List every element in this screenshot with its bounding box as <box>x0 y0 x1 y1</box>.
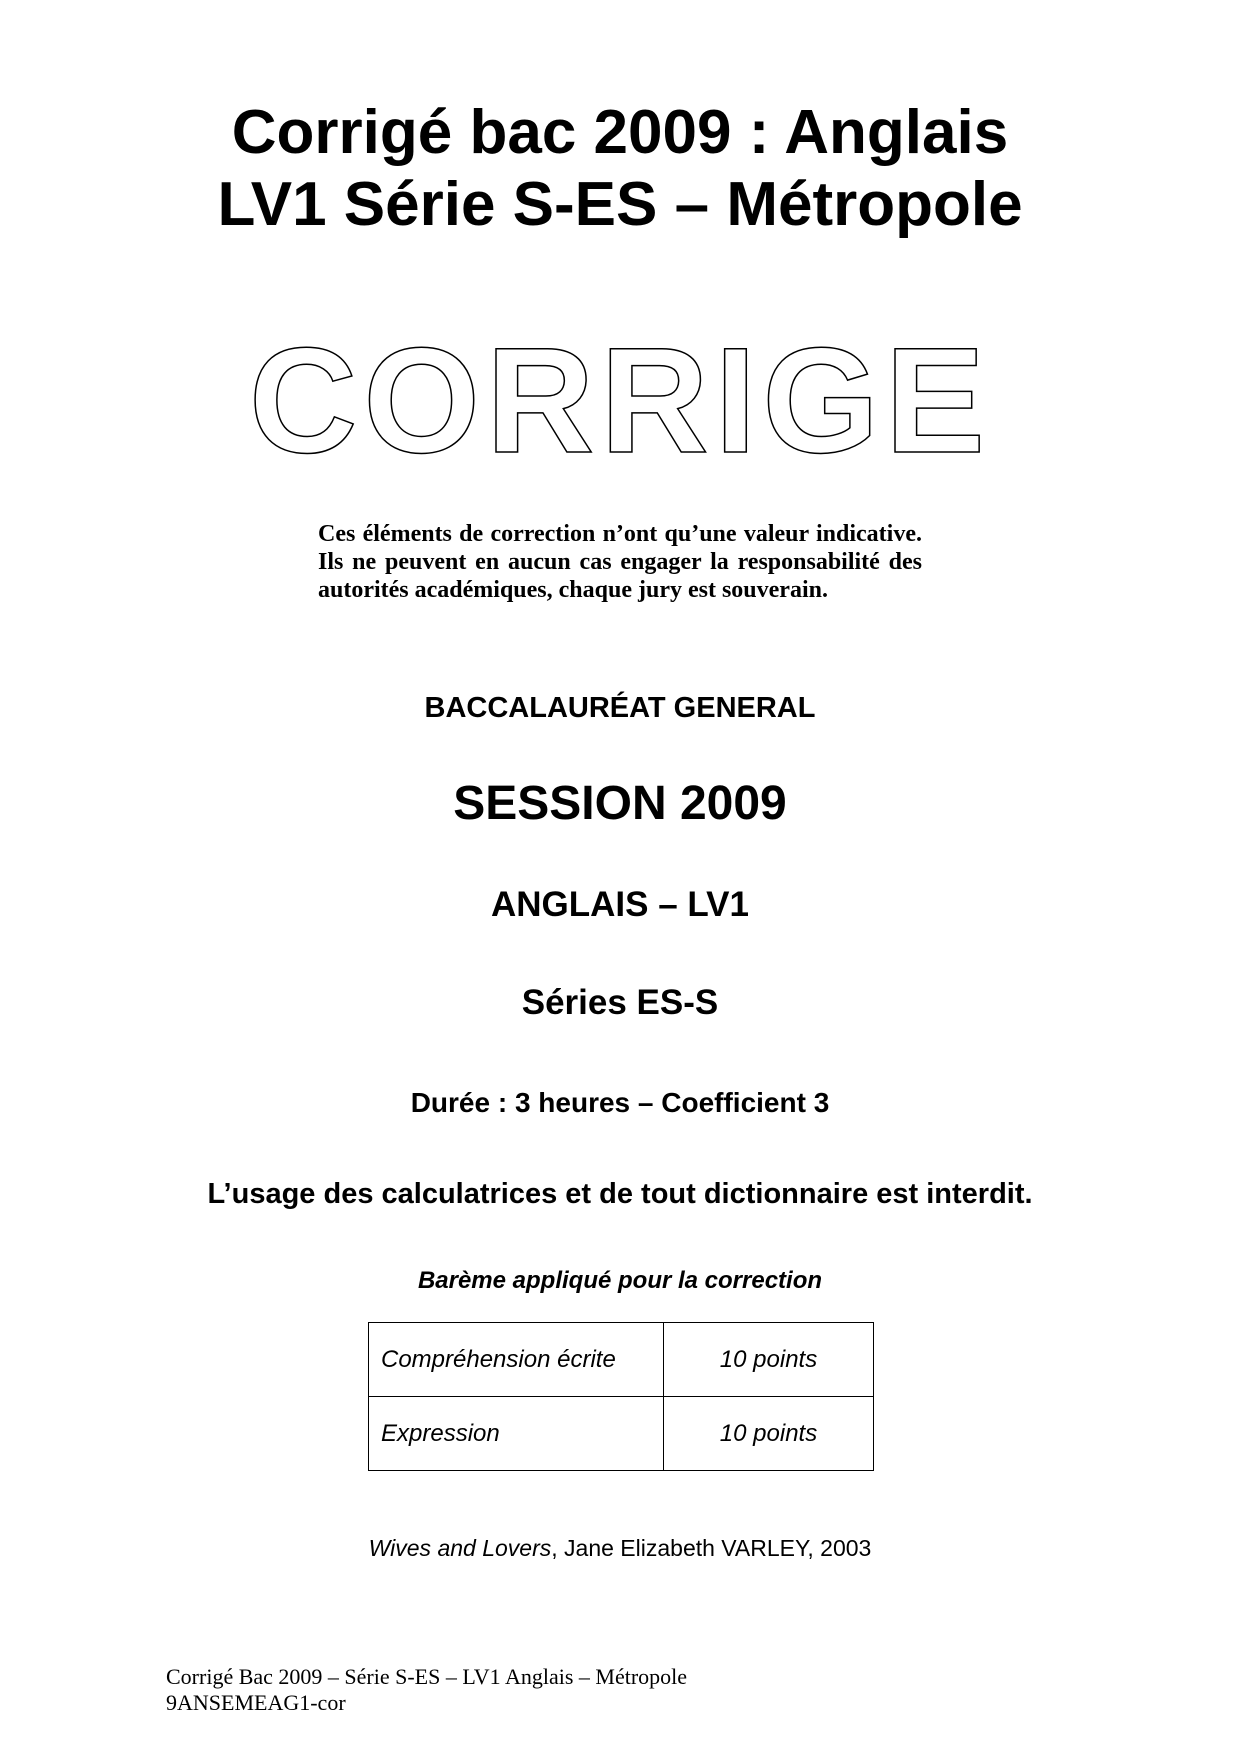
source-book-title: Wives and Lovers <box>368 1535 552 1561</box>
corrige-stamp: CORRIGE <box>248 316 992 484</box>
grading-points: 10 points <box>664 1397 874 1471</box>
grading-label: Expression <box>369 1397 664 1471</box>
exam-series: Séries ES-S <box>521 983 719 1022</box>
grading-title: Barème appliqué pour la correction <box>417 1267 823 1294</box>
text-source <box>0 1533 1240 1563</box>
page-title-line-2: LV1 Série S-ES – Métropole <box>217 170 1023 239</box>
footer-line-2: 9ANSEMEAG1-cor <box>166 1690 346 1715</box>
table-row <box>369 1397 874 1471</box>
grading-table <box>368 1322 874 1471</box>
page-footer <box>166 1664 687 1716</box>
exam-session: SESSION 2009 <box>453 777 787 830</box>
page-title-line-1: Corrigé bac 2009 : Anglais <box>231 98 1009 167</box>
exam-type: BACCALAURÉAT GENERAL <box>424 692 816 724</box>
table-row <box>369 1323 874 1397</box>
grading-points: 10 points <box>664 1323 874 1397</box>
source-author-year: , Jane Elizabeth VARLEY, 2003 <box>551 1535 872 1561</box>
grading-label: Compréhension écrite <box>369 1323 664 1397</box>
disclaimer-text: Ces éléments de correction n’ont qu’une valeur indicative. Ils ne peuvent en aucun cas engager la responsabilité des autorités académiques, chaque jury est souverain. <box>318 521 922 603</box>
footer-line-1: Corrigé Bac 2009 – Série S-ES – LV1 Anglais – Métropole <box>166 1664 688 1689</box>
calculator-notice: L’usage des calculatrices et de tout dictionnaire est interdit. <box>207 1178 1033 1210</box>
exam-duration: Durée : 3 heures – Coefficient 3 <box>410 1087 830 1118</box>
exam-subject: ANGLAIS – LV1 <box>490 885 749 924</box>
